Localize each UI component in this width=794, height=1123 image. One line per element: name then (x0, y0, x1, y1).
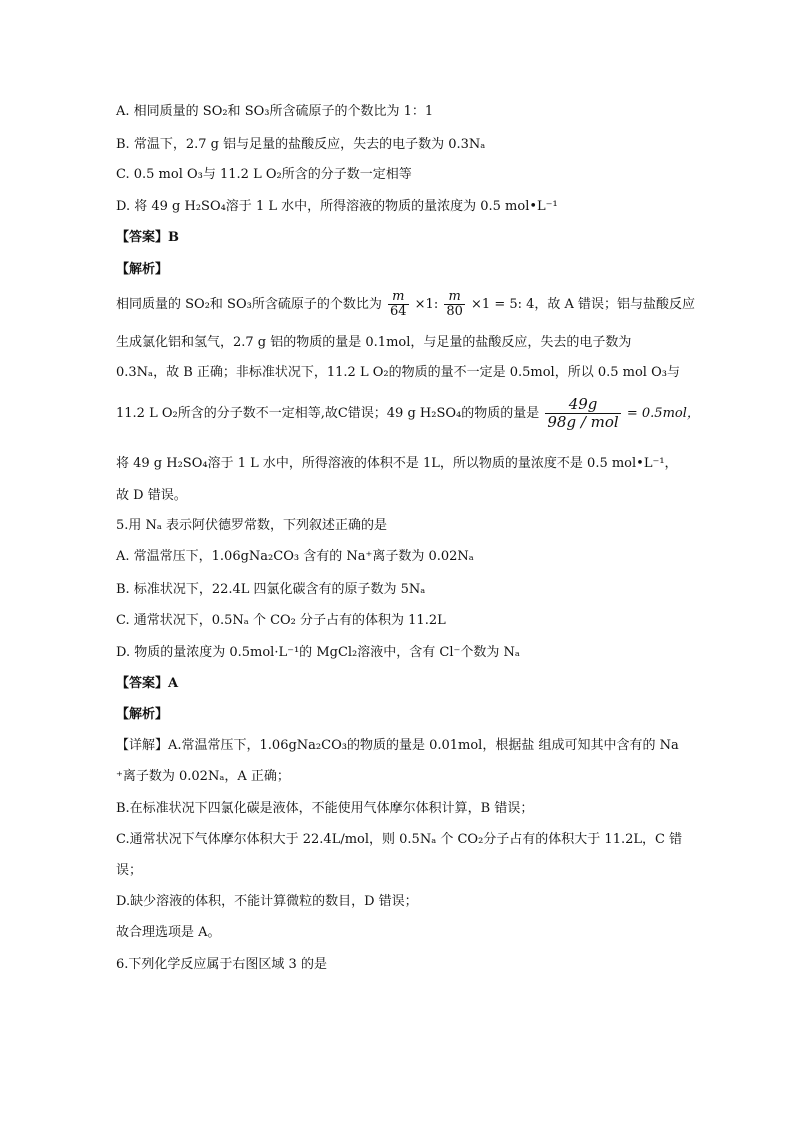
prev-analysis-line-1-end: ×1 = 5: 4，故 A 错误；铝与盐酸反应 (471, 297, 696, 312)
fraction-numerator: m (444, 290, 465, 305)
q5-option-d: D. 物质的量浓度为 0.5mol·L⁻¹的 MgCl₂溶液中，含有 Cl⁻个数为 Nₐ (116, 645, 520, 660)
q5-analysis-label: 【解析】 (116, 707, 169, 722)
q5-stem: 5.用 Nₐ 表示阿伏德罗常数，下列叙述正确的是 (116, 518, 388, 533)
fraction-denominator: 98g / mol (547, 413, 619, 431)
q5-detail-4: D.缺少溶液的体积，不能计算微粒的数目，D 错误； (116, 894, 418, 909)
q5-detail-3b: 误； (116, 863, 143, 878)
prev-analysis-line-1-start: 相同质量的 SO₂和 SO₃所含硫原子的个数比为 (116, 297, 382, 312)
q6-stem: 6.下列化学反应属于右图区域 3 的是 (116, 957, 327, 972)
fraction-denominator: 80 (446, 304, 463, 319)
q5-detail-1b: ⁺离子数为 0.02Nₐ，A 正确； (116, 769, 290, 784)
q5-detail-1: 【详解】A.常温常压下，1.06gNa₂CO₃的物质的量是 0.01mol，根据盐 组成可知其中含有的 Na (116, 738, 679, 753)
prev-option-c: C. 0.5 mol O₃与 11.2 L O₂所含的分子数一定相等 (116, 167, 412, 182)
q5-detail-2: B.在标准状况下四氯化碳是液体，不能使用气体摩尔体积计算，B 错误； (116, 801, 534, 816)
q5-option-b: B. 标准状况下，22.4L 四氯化碳含有的原子数为 5Nₐ (116, 582, 426, 597)
prev-answer: 【答案】B (116, 230, 179, 245)
prev-analysis-line-3: 0.3Nₐ，故 B 正确；非标准状况下，11.2 L O₂的物质的量不一定是 0.5mol，所以 0.5 mol O₃与 (116, 365, 680, 380)
prev-analysis-line-5: 将 49 g H₂SO₄溶于 1 L 水中，所得溶液的体积不是 1L，所以物质的量浓度不是 0.5 mol•L⁻¹， (116, 456, 678, 471)
prev-analysis-line-6: 故 D 错误。 (116, 488, 187, 503)
fraction-numerator: 49g (545, 396, 620, 414)
prev-analysis-line-2: 生成氯化铝和氢气，2.7 g 铝的物质的量是 0.1mol，与足量的盐酸反应，失去的电子数为 (116, 335, 632, 350)
prev-analysis-line-4-start: 11.2 L O₂所含的分子数不一定相等,故C错误；49 g H₂SO₄的物质的量是 (116, 406, 540, 421)
fraction-49g-98g-mol (545, 396, 620, 431)
fraction-m-80 (444, 290, 465, 319)
prev-analysis-line-1 (116, 290, 696, 319)
q5-detail-3: C.通常状况下气体摩尔体积大于 22.4L/mol，则 0.5Nₐ 个 CO₂分子占有的体积大于 11.2L，C 错 (116, 832, 683, 847)
fraction-denominator: 64 (389, 304, 407, 319)
fraction-numerator: m (388, 290, 409, 305)
prev-analysis-line-4 (116, 395, 700, 432)
q5-option-a: A. 常温常压下，1.06gNa₂CO₃ 含有的 Na⁺离子数为 0.02Nₐ (116, 549, 474, 564)
prev-option-d: D. 将 49 g H₂SO₄溶于 1 L 水中，所得溶液的物质的量浓度为 0.5 mol•L⁻¹ (116, 199, 558, 214)
prev-analysis-line-1-mid: ×1: (414, 297, 439, 312)
prev-option-b: B. 常温下，2.7 g 铝与足量的盐酸反应，失去的电子数为 0.3Nₐ (116, 137, 486, 152)
q5-answer: 【答案】A (116, 676, 179, 691)
fraction-m-64 (388, 290, 409, 319)
prev-analysis-label: 【解析】 (116, 262, 169, 277)
prev-analysis-line-4-end: = 0.5mol， (626, 406, 700, 421)
q5-conclusion: 故合理选项是 A。 (116, 925, 221, 940)
q5-option-c: C. 通常状况下，0.5Nₐ 个 CO₂ 分子占有的体积为 11.2L (116, 613, 446, 628)
prev-option-a: A. 相同质量的 SO₂和 SO₃所含硫原子的个数比为 1：1 (116, 104, 434, 119)
